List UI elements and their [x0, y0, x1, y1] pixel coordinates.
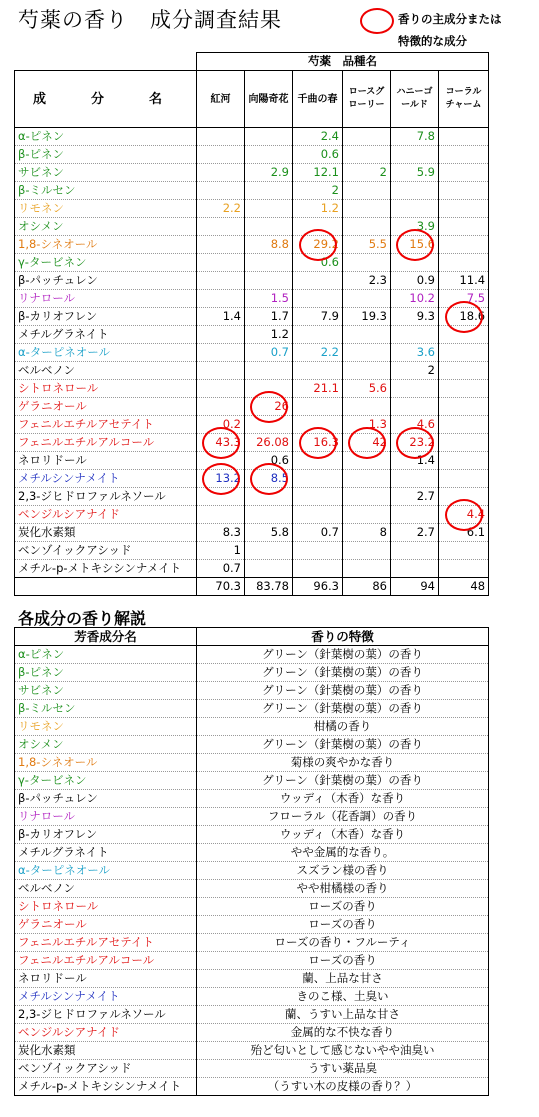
legend-line-2: 特徴的な成分 — [398, 34, 467, 48]
table-row — [15, 290, 489, 308]
value-cell — [343, 488, 391, 506]
value-cell — [343, 542, 391, 560]
aroma-component-name: 2,3-ジヒドロファルネソール — [15, 1006, 197, 1024]
component-name: サビネン — [15, 164, 197, 182]
variety-header: 向陽奇花 — [245, 71, 293, 128]
component-name: ベンゾイックアシッド — [15, 542, 197, 560]
value-cell — [293, 470, 343, 488]
value-cell — [197, 290, 245, 308]
table-row — [15, 1042, 489, 1060]
aroma-component-name: シトロネロール — [15, 898, 197, 916]
value-cell — [293, 290, 343, 308]
value-cell: 19.3 — [343, 308, 391, 326]
component-name: γ-タービネン — [15, 254, 197, 272]
value-cell: 1.3 — [343, 416, 391, 434]
value-cell — [391, 398, 439, 416]
table-row — [15, 182, 489, 200]
value-cell — [343, 182, 391, 200]
variety-group-header: 芍薬 品種名 — [197, 53, 489, 71]
aroma-description: ローズの香り・フルーティ — [197, 934, 489, 952]
component-name: リナロール — [15, 290, 197, 308]
value-cell — [245, 182, 293, 200]
value-cell — [439, 200, 489, 218]
value-cell — [343, 506, 391, 524]
aroma-component-name: ゲラニオール — [15, 916, 197, 934]
value-cell: 2.9 — [245, 164, 293, 182]
value-cell — [197, 380, 245, 398]
value-cell — [439, 542, 489, 560]
component-name: メチル-p-メトキシシンナメイト — [15, 560, 197, 578]
table-row — [15, 988, 489, 1006]
aroma-component-name: α-ターピネオール — [15, 862, 197, 880]
value-cell — [293, 542, 343, 560]
value-cell — [439, 236, 489, 254]
value-cell — [197, 506, 245, 524]
table-row — [15, 1060, 489, 1078]
value-cell: 2 — [391, 362, 439, 380]
value-cell: 5.6 — [343, 380, 391, 398]
aroma-description: やや柑橘様の香り — [197, 880, 489, 898]
highlight-circle-icon — [250, 391, 288, 423]
table-row — [15, 880, 489, 898]
table-row — [15, 1006, 489, 1024]
value-cell: 11.4 — [439, 272, 489, 290]
value-cell — [293, 560, 343, 578]
total-cell: 86 — [343, 578, 391, 596]
aroma-description: グリーン（針葉樹の葉）の香り — [197, 700, 489, 718]
value-cell — [439, 470, 489, 488]
table-row — [15, 524, 489, 542]
table-row — [15, 308, 489, 326]
aroma-description: グリーン（針葉樹の葉）の香り — [197, 646, 489, 664]
table-row — [15, 682, 489, 700]
table-row — [15, 362, 489, 380]
value-cell — [391, 146, 439, 164]
value-cell — [245, 506, 293, 524]
component-name: ネロリドール — [15, 452, 197, 470]
value-cell: 2.2 — [197, 200, 245, 218]
aroma-description: 柑橘の香り — [197, 718, 489, 736]
aroma-description: グリーン（針葉樹の葉）の香り — [197, 664, 489, 682]
value-cell: 2.4 — [293, 128, 343, 146]
aroma-component-name: ベルベノン — [15, 880, 197, 898]
aroma-component-name: β-カリオフレン — [15, 826, 197, 844]
value-cell — [245, 560, 293, 578]
table-row — [15, 344, 489, 362]
variety-header: 紅河 — [197, 71, 245, 128]
value-cell — [293, 326, 343, 344]
component-name: リモネン — [15, 200, 197, 218]
table-row — [15, 128, 489, 146]
value-cell — [197, 398, 245, 416]
value-cell — [343, 254, 391, 272]
value-cell — [245, 272, 293, 290]
aroma-description: 蘭、うすい上品な甘さ — [197, 1006, 489, 1024]
composition-table — [14, 52, 489, 596]
table-row — [15, 272, 489, 290]
aroma-component-name: 炭化水素類 — [15, 1042, 197, 1060]
value-cell — [391, 470, 439, 488]
aroma-component-name: オシメン — [15, 736, 197, 754]
value-cell — [391, 182, 439, 200]
value-cell: 8.8 — [245, 236, 293, 254]
highlight-circle-icon — [299, 229, 337, 261]
value-cell — [439, 164, 489, 182]
totals-label — [15, 578, 197, 596]
value-cell: 0.2 — [197, 416, 245, 434]
value-cell — [197, 236, 245, 254]
table-row — [15, 934, 489, 952]
value-cell: 2.2 — [293, 344, 343, 362]
table-row — [15, 772, 489, 790]
value-cell: 26 — [245, 398, 293, 416]
component-name: 1,8-シネオール — [15, 236, 197, 254]
component-name: β-ミルセン — [15, 182, 197, 200]
value-cell: 7.9 — [293, 308, 343, 326]
value-cell: 1.4 — [391, 452, 439, 470]
value-cell — [439, 416, 489, 434]
value-cell — [343, 218, 391, 236]
highlight-circle-icon — [445, 301, 483, 333]
total-cell: 83.78 — [245, 578, 293, 596]
aroma-description: （うすい木の皮様の香り？） — [197, 1078, 489, 1096]
aroma-component-name: ベンジルシアナイド — [15, 1024, 197, 1042]
aroma-description: 殆ど匂いとして感じないやや油臭い — [197, 1042, 489, 1060]
aroma-description: グリーン（針葉樹の葉）の香り — [197, 736, 489, 754]
aroma-component-name: フェニルエチルアセテイト — [15, 934, 197, 952]
variety-header: 千曲の春 — [293, 71, 343, 128]
value-cell — [245, 362, 293, 380]
table-row — [15, 542, 489, 560]
table-row — [15, 1078, 489, 1096]
aroma-description: きのこ様、土臭い — [197, 988, 489, 1006]
value-cell — [391, 200, 439, 218]
value-cell: 0.7 — [197, 560, 245, 578]
value-cell: 10.2 — [391, 290, 439, 308]
value-cell: 0.7 — [293, 524, 343, 542]
variety-header: ロースグローリー — [343, 71, 391, 128]
table-row — [15, 718, 489, 736]
value-cell — [439, 146, 489, 164]
value-cell — [245, 128, 293, 146]
legend-text — [398, 8, 502, 52]
value-cell — [197, 326, 245, 344]
value-cell: 3.9 — [391, 218, 439, 236]
value-cell: 2.3 — [343, 272, 391, 290]
value-cell: 7.8 — [391, 128, 439, 146]
aroma-component-name: 1,8-シネオール — [15, 754, 197, 772]
value-cell: 2.7 — [391, 524, 439, 542]
value-cell: 1 — [197, 542, 245, 560]
aroma-description: フローラル（花香調）の香り — [197, 808, 489, 826]
value-cell: 1.7 — [245, 308, 293, 326]
aroma-component-name: メチルシンナメイト — [15, 988, 197, 1006]
aroma-component-name: β-ピネン — [15, 664, 197, 682]
component-name: シトロネロール — [15, 380, 197, 398]
highlight-circle-icon — [202, 427, 240, 459]
section-title: 各成分の香り解説 — [18, 609, 147, 628]
aroma-description: スズラン様の香り — [197, 862, 489, 880]
aroma-description: 蘭、上品な甘さ — [197, 970, 489, 988]
page-title: 芍薬の香り 成分調査結果 — [18, 8, 282, 32]
table-row — [15, 664, 489, 682]
component-name: ベンジルシアナイド — [15, 506, 197, 524]
value-cell — [245, 146, 293, 164]
table-row — [15, 754, 489, 772]
value-cell: 16.3 — [293, 434, 343, 452]
aroma-description: ローズの香り — [197, 898, 489, 916]
table-row — [15, 146, 489, 164]
value-cell — [197, 164, 245, 182]
aroma-description: グリーン（針葉樹の葉）の香り — [197, 682, 489, 700]
value-cell: 21.1 — [293, 380, 343, 398]
value-cell: 2.7 — [391, 488, 439, 506]
legend-line-1: 香りの主成分または — [398, 12, 502, 26]
aroma-description: ローズの香り — [197, 916, 489, 934]
highlight-circle-icon — [396, 229, 434, 261]
aroma-component-name: β-パッチュレン — [15, 790, 197, 808]
total-cell: 94 — [391, 578, 439, 596]
component-name: β-ピネン — [15, 146, 197, 164]
value-cell — [439, 254, 489, 272]
value-cell: 1.5 — [245, 290, 293, 308]
aroma-description: 金属的な不快な香り — [197, 1024, 489, 1042]
value-cell — [391, 326, 439, 344]
table-row — [15, 790, 489, 808]
value-cell — [293, 272, 343, 290]
component-name: β-パッチュレン — [15, 272, 197, 290]
component-name: メチルシンナメイト — [15, 470, 197, 488]
value-cell: 0.6 — [245, 452, 293, 470]
aroma-component-name: フェニルエチルアルコール — [15, 952, 197, 970]
table-row — [15, 826, 489, 844]
value-cell: 43.3 — [197, 434, 245, 452]
value-cell — [439, 344, 489, 362]
value-cell — [391, 560, 439, 578]
aroma-description: やや金属的な香り。 — [197, 844, 489, 862]
value-cell: 1.2 — [245, 326, 293, 344]
component-name: α-ターピネオール — [15, 344, 197, 362]
component-name: 炭化水素類 — [15, 524, 197, 542]
value-cell: 0.6 — [293, 254, 343, 272]
aroma-description: うすい薬品臭 — [197, 1060, 489, 1078]
value-cell — [197, 344, 245, 362]
value-cell: 0.7 — [245, 344, 293, 362]
value-cell — [197, 272, 245, 290]
value-cell — [245, 200, 293, 218]
aroma-component-name: サビネン — [15, 682, 197, 700]
value-cell: 15.6 — [391, 236, 439, 254]
value-cell — [293, 398, 343, 416]
value-cell — [197, 128, 245, 146]
value-cell: 5.9 — [391, 164, 439, 182]
table-row — [15, 646, 489, 664]
value-cell — [439, 218, 489, 236]
table-row — [15, 326, 489, 344]
aroma-description: ウッディ（木香）な香り — [197, 790, 489, 808]
value-cell — [391, 542, 439, 560]
table-row — [15, 200, 489, 218]
value-cell — [293, 506, 343, 524]
aroma-component-name: ネロリドール — [15, 970, 197, 988]
aroma-description: ウッディ（木香）な香り — [197, 826, 489, 844]
value-cell — [343, 560, 391, 578]
aroma-description-table — [14, 627, 489, 1096]
aroma-component-name: α-ピネン — [15, 646, 197, 664]
highlight-circle-icon — [299, 427, 337, 459]
value-cell: 1.2 — [293, 200, 343, 218]
value-cell: 29.2 — [293, 236, 343, 254]
value-cell: 2 — [293, 182, 343, 200]
aroma-component-header: 芳香成分名 — [15, 628, 197, 646]
value-cell: 4.4 — [439, 506, 489, 524]
value-cell — [391, 380, 439, 398]
value-cell — [439, 560, 489, 578]
table-row — [15, 560, 489, 578]
table-row — [15, 862, 489, 880]
aroma-description: グリーン（針葉樹の葉）の香り — [197, 772, 489, 790]
table-row — [15, 736, 489, 754]
total-cell: 96.3 — [293, 578, 343, 596]
value-cell — [343, 128, 391, 146]
aroma-component-name: β-ミルセン — [15, 700, 197, 718]
highlight-circle-icon — [348, 427, 386, 459]
value-cell — [197, 146, 245, 164]
aroma-component-name: リナロール — [15, 808, 197, 826]
value-cell: 13.2 — [197, 470, 245, 488]
table-row — [15, 844, 489, 862]
value-cell — [439, 128, 489, 146]
value-cell: 7.5 — [439, 290, 489, 308]
value-cell: 5.5 — [343, 236, 391, 254]
value-cell: 18.6 — [439, 308, 489, 326]
highlight-circle-icon — [250, 463, 288, 495]
value-cell: 6.1 — [439, 524, 489, 542]
component-name: ゲラニオール — [15, 398, 197, 416]
value-cell — [343, 362, 391, 380]
value-cell — [245, 218, 293, 236]
table-row — [15, 164, 489, 182]
table-row — [15, 898, 489, 916]
value-cell: 23.2 — [391, 434, 439, 452]
legend-circle-icon — [360, 8, 394, 34]
value-cell — [293, 488, 343, 506]
value-cell — [439, 182, 489, 200]
value-cell: 0.9 — [391, 272, 439, 290]
component-name: オシメン — [15, 218, 197, 236]
table-row — [15, 488, 489, 506]
component-name: フェニルエチルアルコール — [15, 434, 197, 452]
value-cell: 8.3 — [197, 524, 245, 542]
variety-header: ハニーゴールド — [391, 71, 439, 128]
aroma-component-name: ベンゾイックアシッド — [15, 1060, 197, 1078]
value-cell — [439, 452, 489, 470]
value-cell: 12.1 — [293, 164, 343, 182]
component-name: メチルグラネイト — [15, 326, 197, 344]
value-cell: 1.4 — [197, 308, 245, 326]
aroma-feature-header: 香りの特徴 — [197, 628, 489, 646]
value-cell — [391, 506, 439, 524]
component-name: 2,3-ジヒドロファルネソール — [15, 488, 197, 506]
value-cell: 3.6 — [391, 344, 439, 362]
highlight-circle-icon — [445, 499, 483, 531]
table-row — [15, 808, 489, 826]
value-cell — [343, 326, 391, 344]
table-row — [15, 916, 489, 934]
value-cell — [343, 290, 391, 308]
value-cell — [343, 470, 391, 488]
component-name: ベルベノン — [15, 362, 197, 380]
value-cell — [343, 200, 391, 218]
aroma-component-name: メチル-p-メトキシシンナメイト — [15, 1078, 197, 1096]
table-row — [15, 952, 489, 970]
aroma-component-name: γ-タービネン — [15, 772, 197, 790]
value-cell: 8 — [343, 524, 391, 542]
value-cell: 26.08 — [245, 434, 293, 452]
component-name: フェニルエチルアセテイト — [15, 416, 197, 434]
aroma-component-name: リモネン — [15, 718, 197, 736]
value-cell: 4.6 — [391, 416, 439, 434]
value-cell — [343, 398, 391, 416]
value-cell — [343, 344, 391, 362]
table-row — [15, 970, 489, 988]
table-row — [15, 380, 489, 398]
total-cell: 70.3 — [197, 578, 245, 596]
value-cell — [197, 182, 245, 200]
value-cell: 2 — [343, 164, 391, 182]
value-cell — [439, 434, 489, 452]
value-cell — [439, 380, 489, 398]
table-row — [15, 1024, 489, 1042]
value-cell: 5.8 — [245, 524, 293, 542]
value-cell — [197, 218, 245, 236]
value-cell — [439, 398, 489, 416]
value-cell — [197, 362, 245, 380]
component-name: β-カリオフレン — [15, 308, 197, 326]
value-cell — [245, 254, 293, 272]
highlight-circle-icon — [396, 427, 434, 459]
table-row — [15, 506, 489, 524]
aroma-description: ローズの香り — [197, 952, 489, 970]
value-cell — [197, 254, 245, 272]
totals-row — [15, 578, 489, 596]
value-cell — [293, 362, 343, 380]
value-cell — [439, 362, 489, 380]
value-cell: 42 — [343, 434, 391, 452]
value-cell: 8.5 — [245, 470, 293, 488]
value-cell — [343, 146, 391, 164]
variety-header: コーラルチャーム — [439, 71, 489, 128]
value-cell — [245, 542, 293, 560]
value-cell: 9.3 — [391, 308, 439, 326]
component-name: α-ピネン — [15, 128, 197, 146]
table-row — [15, 700, 489, 718]
aroma-component-name: メチルグラネイト — [15, 844, 197, 862]
total-cell: 48 — [439, 578, 489, 596]
highlight-circle-icon — [202, 463, 240, 495]
component-name-header: 成 分 名 — [15, 71, 197, 128]
value-cell: 0.6 — [293, 146, 343, 164]
aroma-description: 菊様の爽やかな香り — [197, 754, 489, 772]
